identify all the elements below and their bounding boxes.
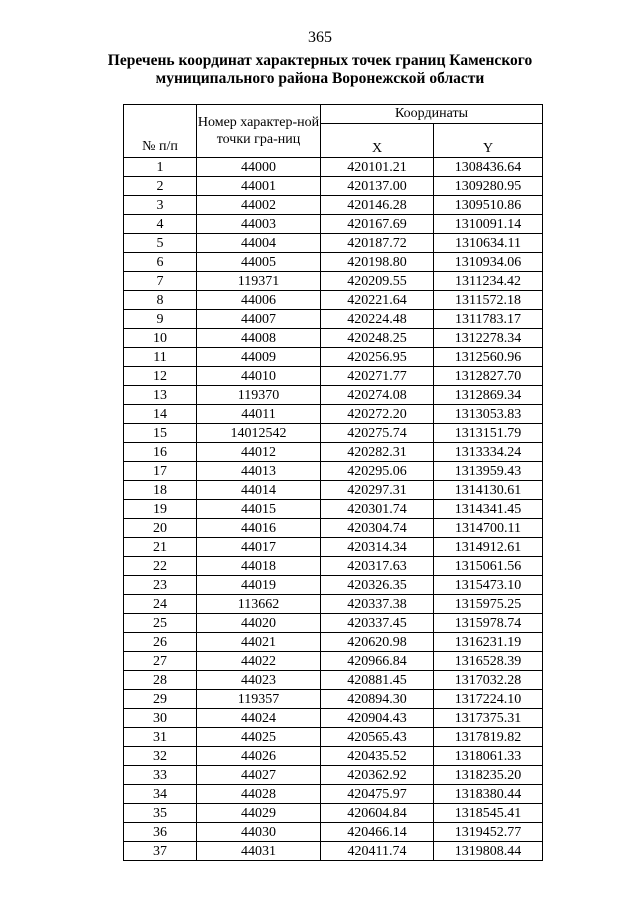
- cell-row-number: 10: [124, 329, 197, 348]
- cell-point-number: 44008: [197, 329, 321, 348]
- table-row: [124, 576, 543, 595]
- cell-y: 1318061.33: [434, 747, 543, 766]
- table-row: [124, 367, 543, 386]
- cell-point-number: 44027: [197, 766, 321, 785]
- cell-point-number: 44026: [197, 747, 321, 766]
- cell-point-number: 44025: [197, 728, 321, 747]
- document-title: [80, 52, 560, 88]
- cell-point-number: 44030: [197, 823, 321, 842]
- cell-y: 1316231.19: [434, 633, 543, 652]
- header-row-number: № п/п: [124, 105, 197, 158]
- cell-y: 1308436.64: [434, 158, 543, 177]
- cell-y: 1317819.82: [434, 728, 543, 747]
- cell-point-number: 44021: [197, 633, 321, 652]
- table-row: [124, 633, 543, 652]
- cell-x: 420275.74: [321, 424, 434, 443]
- cell-row-number: 15: [124, 424, 197, 443]
- cell-row-number: 8: [124, 291, 197, 310]
- cell-point-number: 44018: [197, 557, 321, 576]
- cell-x: 420272.20: [321, 405, 434, 424]
- cell-point-number: 113662: [197, 595, 321, 614]
- cell-point-number: 44009: [197, 348, 321, 367]
- cell-x: 420314.34: [321, 538, 434, 557]
- cell-y: 1313053.83: [434, 405, 543, 424]
- cell-x: 420326.35: [321, 576, 434, 595]
- cell-x: 420282.31: [321, 443, 434, 462]
- cell-row-number: 27: [124, 652, 197, 671]
- table-row: [124, 728, 543, 747]
- table-row: [124, 329, 543, 348]
- cell-point-number: 44011: [197, 405, 321, 424]
- cell-y: 1311234.42: [434, 272, 543, 291]
- cell-point-number: 119357: [197, 690, 321, 709]
- cell-y: 1318380.44: [434, 785, 543, 804]
- cell-row-number: 25: [124, 614, 197, 633]
- cell-row-number: 28: [124, 671, 197, 690]
- cell-point-number: 119370: [197, 386, 321, 405]
- cell-point-number: 44004: [197, 234, 321, 253]
- cell-x: 420146.28: [321, 196, 434, 215]
- cell-point-number: 44000: [197, 158, 321, 177]
- table-row: [124, 785, 543, 804]
- cell-y: 1315061.56: [434, 557, 543, 576]
- cell-point-number: 14012542: [197, 424, 321, 443]
- cell-row-number: 1: [124, 158, 197, 177]
- table-row: [124, 538, 543, 557]
- table-row: [124, 424, 543, 443]
- cell-point-number: 44013: [197, 462, 321, 481]
- cell-row-number: 31: [124, 728, 197, 747]
- cell-row-number: 26: [124, 633, 197, 652]
- cell-x: 420221.64: [321, 291, 434, 310]
- cell-x: 420187.72: [321, 234, 434, 253]
- table-row: [124, 234, 543, 253]
- cell-y: 1311783.17: [434, 310, 543, 329]
- cell-y: 1315975.25: [434, 595, 543, 614]
- cell-y: 1314700.11: [434, 519, 543, 538]
- cell-point-number: 44020: [197, 614, 321, 633]
- cell-row-number: 34: [124, 785, 197, 804]
- cell-x: 420248.25: [321, 329, 434, 348]
- cell-point-number: 44002: [197, 196, 321, 215]
- table-row: [124, 519, 543, 538]
- table-row: [124, 177, 543, 196]
- cell-row-number: 5: [124, 234, 197, 253]
- cell-y: 1317032.28: [434, 671, 543, 690]
- table-body: [124, 158, 543, 861]
- cell-y: 1312278.34: [434, 329, 543, 348]
- cell-y: 1318545.41: [434, 804, 543, 823]
- cell-point-number: 44016: [197, 519, 321, 538]
- cell-row-number: 20: [124, 519, 197, 538]
- cell-y: 1310934.06: [434, 253, 543, 272]
- cell-y: 1313151.79: [434, 424, 543, 443]
- cell-y: 1312827.70: [434, 367, 543, 386]
- cell-y: 1310091.14: [434, 215, 543, 234]
- cell-x: 420435.52: [321, 747, 434, 766]
- table-row: [124, 614, 543, 633]
- cell-x: 420466.14: [321, 823, 434, 842]
- cell-point-number: 44022: [197, 652, 321, 671]
- cell-x: 420894.30: [321, 690, 434, 709]
- cell-y: 1317224.10: [434, 690, 543, 709]
- cell-point-number: 44001: [197, 177, 321, 196]
- table-row: [124, 766, 543, 785]
- table-row: [124, 310, 543, 329]
- cell-row-number: 13: [124, 386, 197, 405]
- cell-x: 420101.21: [321, 158, 434, 177]
- cell-y: 1315978.74: [434, 614, 543, 633]
- cell-point-number: 44028: [197, 785, 321, 804]
- table-row: [124, 500, 543, 519]
- cell-point-number: 44019: [197, 576, 321, 595]
- table-row: [124, 272, 543, 291]
- cell-point-number: 44024: [197, 709, 321, 728]
- cell-point-number: 44006: [197, 291, 321, 310]
- cell-x: 420137.00: [321, 177, 434, 196]
- cell-x: 420271.77: [321, 367, 434, 386]
- cell-y: 1312560.96: [434, 348, 543, 367]
- title-line-2: муниципального района Воронежской области: [155, 70, 485, 87]
- cell-point-number: 44023: [197, 671, 321, 690]
- cell-x: 420256.95: [321, 348, 434, 367]
- table-row: [124, 652, 543, 671]
- table-row: [124, 462, 543, 481]
- cell-x: 420297.31: [321, 481, 434, 500]
- table-row: [124, 253, 543, 272]
- cell-row-number: 35: [124, 804, 197, 823]
- table-row: [124, 481, 543, 500]
- cell-row-number: 2: [124, 177, 197, 196]
- cell-row-number: 30: [124, 709, 197, 728]
- cell-x: 420475.97: [321, 785, 434, 804]
- cell-row-number: 17: [124, 462, 197, 481]
- header-point-number: Номер характер-ной точки гра-ниц: [197, 105, 321, 158]
- header-coordinates: Координаты: [321, 105, 543, 124]
- table-row: [124, 348, 543, 367]
- cell-row-number: 19: [124, 500, 197, 519]
- cell-y: 1319452.77: [434, 823, 543, 842]
- cell-x: 420620.98: [321, 633, 434, 652]
- cell-x: 420337.38: [321, 595, 434, 614]
- cell-row-number: 24: [124, 595, 197, 614]
- table-row: [124, 196, 543, 215]
- cell-row-number: 37: [124, 842, 197, 861]
- coordinates-table: [123, 104, 543, 861]
- cell-point-number: 119371: [197, 272, 321, 291]
- cell-row-number: 21: [124, 538, 197, 557]
- table-row: [124, 747, 543, 766]
- table-row: [124, 386, 543, 405]
- table-row: [124, 158, 543, 177]
- cell-row-number: 7: [124, 272, 197, 291]
- cell-x: 420198.80: [321, 253, 434, 272]
- cell-point-number: 44010: [197, 367, 321, 386]
- table-row: [124, 557, 543, 576]
- cell-y: 1315473.10: [434, 576, 543, 595]
- table-row: [124, 842, 543, 861]
- table-row: [124, 443, 543, 462]
- header-x: X: [321, 124, 434, 158]
- table-row: [124, 595, 543, 614]
- cell-y: 1314912.61: [434, 538, 543, 557]
- cell-row-number: 4: [124, 215, 197, 234]
- cell-y: 1313334.24: [434, 443, 543, 462]
- cell-row-number: 33: [124, 766, 197, 785]
- cell-x: 420224.48: [321, 310, 434, 329]
- cell-x: 420966.84: [321, 652, 434, 671]
- cell-point-number: 44014: [197, 481, 321, 500]
- cell-row-number: 22: [124, 557, 197, 576]
- cell-row-number: 36: [124, 823, 197, 842]
- table-row: [124, 823, 543, 842]
- table-row: [124, 291, 543, 310]
- title-line-1: Перечень координат характерных точек границ Каменского: [107, 52, 533, 69]
- cell-x: 420304.74: [321, 519, 434, 538]
- page-number: 365: [308, 29, 332, 46]
- cell-x: 420274.08: [321, 386, 434, 405]
- cell-y: 1313959.43: [434, 462, 543, 481]
- cell-y: 1319808.44: [434, 842, 543, 861]
- cell-row-number: 23: [124, 576, 197, 595]
- cell-y: 1314341.45: [434, 500, 543, 519]
- cell-row-number: 12: [124, 367, 197, 386]
- cell-row-number: 14: [124, 405, 197, 424]
- cell-x: 420881.45: [321, 671, 434, 690]
- cell-x: 420295.06: [321, 462, 434, 481]
- cell-point-number: 44015: [197, 500, 321, 519]
- table-row: [124, 690, 543, 709]
- cell-x: 420904.43: [321, 709, 434, 728]
- cell-x: 420604.84: [321, 804, 434, 823]
- cell-row-number: 11: [124, 348, 197, 367]
- cell-row-number: 16: [124, 443, 197, 462]
- cell-y: 1309510.86: [434, 196, 543, 215]
- cell-x: 420167.69: [321, 215, 434, 234]
- cell-point-number: 44003: [197, 215, 321, 234]
- cell-y: 1310634.11: [434, 234, 543, 253]
- header-y: Y: [434, 124, 543, 158]
- cell-point-number: 44031: [197, 842, 321, 861]
- cell-y: 1312869.34: [434, 386, 543, 405]
- cell-y: 1317375.31: [434, 709, 543, 728]
- cell-y: 1318235.20: [434, 766, 543, 785]
- cell-point-number: 44017: [197, 538, 321, 557]
- cell-row-number: 3: [124, 196, 197, 215]
- cell-point-number: 44029: [197, 804, 321, 823]
- cell-row-number: 6: [124, 253, 197, 272]
- cell-row-number: 9: [124, 310, 197, 329]
- cell-y: 1314130.61: [434, 481, 543, 500]
- cell-point-number: 44007: [197, 310, 321, 329]
- table-row: [124, 709, 543, 728]
- cell-point-number: 44005: [197, 253, 321, 272]
- cell-x: 420301.74: [321, 500, 434, 519]
- cell-y: 1311572.18: [434, 291, 543, 310]
- cell-y: 1309280.95: [434, 177, 543, 196]
- table-row: [124, 215, 543, 234]
- cell-x: 420317.63: [321, 557, 434, 576]
- cell-x: 420362.92: [321, 766, 434, 785]
- table-row: [124, 804, 543, 823]
- table-row: [124, 671, 543, 690]
- cell-y: 1316528.39: [434, 652, 543, 671]
- cell-row-number: 32: [124, 747, 197, 766]
- cell-x: 420565.43: [321, 728, 434, 747]
- table-row: [124, 405, 543, 424]
- cell-row-number: 29: [124, 690, 197, 709]
- cell-point-number: 44012: [197, 443, 321, 462]
- cell-x: 420209.55: [321, 272, 434, 291]
- cell-row-number: 18: [124, 481, 197, 500]
- cell-x: 420411.74: [321, 842, 434, 861]
- cell-x: 420337.45: [321, 614, 434, 633]
